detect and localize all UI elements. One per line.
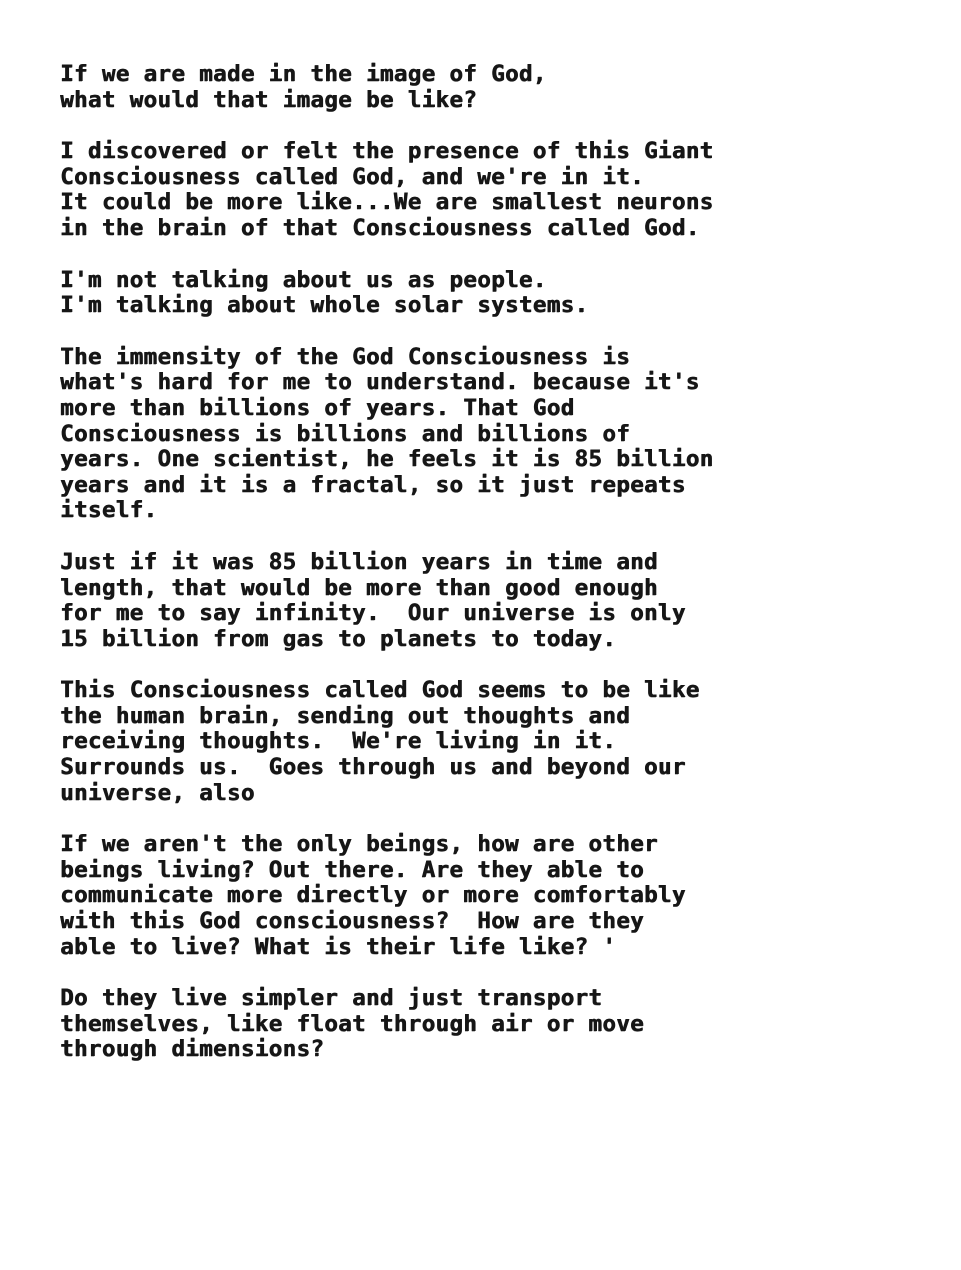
text-line: the human brain, sending out thoughts and (60, 702, 631, 729)
text-line: with this God consciousness? How are they (60, 908, 644, 935)
paragraph-infinity (60, 550, 940, 652)
paragraph-other-beings (60, 832, 940, 960)
text-line: communicate more directly or more comfortably (60, 882, 686, 909)
text-line: Consciousness is billions and billions of (60, 420, 631, 447)
text-line: what's hard for me to understand. because it's (60, 369, 700, 396)
text-line: Surrounds us. Goes through us and beyond our (60, 754, 686, 781)
text-line: The immensity of the God Consciousness is (60, 343, 631, 370)
paragraph-giant-consciousness (60, 139, 940, 241)
text-line: universe, also (60, 779, 255, 806)
text-line: beings living? Out there. Are they able to (60, 856, 644, 883)
text-line: Consciousness called God, and we're in it. (60, 163, 644, 190)
text-line: years. One scientist, he feels it is 85 billion (60, 446, 714, 473)
typed-text-body (60, 62, 940, 1089)
text-line: If we are made in the image of God, (60, 61, 547, 87)
text-line: 15 billion from gas to planets to today. (60, 625, 617, 652)
text-line: what would that image be like? (60, 86, 478, 113)
text-line: able to live? What is their life like? ' (60, 933, 617, 960)
text-line: in the brain of that Consciousness called God. (60, 214, 700, 241)
paragraph-immensity (60, 345, 940, 524)
paragraph-simpler-lives (60, 986, 940, 1063)
paragraph-solar-systems (60, 268, 940, 319)
text-line: I'm talking about whole solar systems. (60, 292, 589, 319)
text-line: This Consciousness called God seems to be like (60, 677, 700, 704)
text-line: years and it is a fractal, so it just repeats (60, 471, 686, 498)
text-line: for me to say infinity. Our universe is only (60, 600, 686, 627)
text-line: length, that would be more than good enough (60, 574, 658, 601)
text-line: Just if it was 85 billion years in time and (60, 548, 658, 575)
paragraph-human-brain (60, 678, 940, 806)
text-line: through dimensions? (60, 1036, 325, 1063)
text-line: I discovered or felt the presence of this Giant (60, 138, 714, 165)
text-line: If we aren't the only beings, how are other (60, 831, 658, 858)
text-line: themselves, like float through air or move (60, 1010, 644, 1037)
text-line: receiving thoughts. We're living in it. (60, 728, 617, 755)
text-line: itself. (60, 497, 158, 524)
text-line: Do they live simpler and just transport (60, 985, 603, 1012)
text-line: more than billions of years. That God (60, 394, 575, 421)
text-line: I'm not talking about us as people. (60, 266, 547, 293)
text-line: It could be more like...We are smallest neurons (60, 189, 714, 216)
paragraph-image-of-god (60, 62, 940, 113)
